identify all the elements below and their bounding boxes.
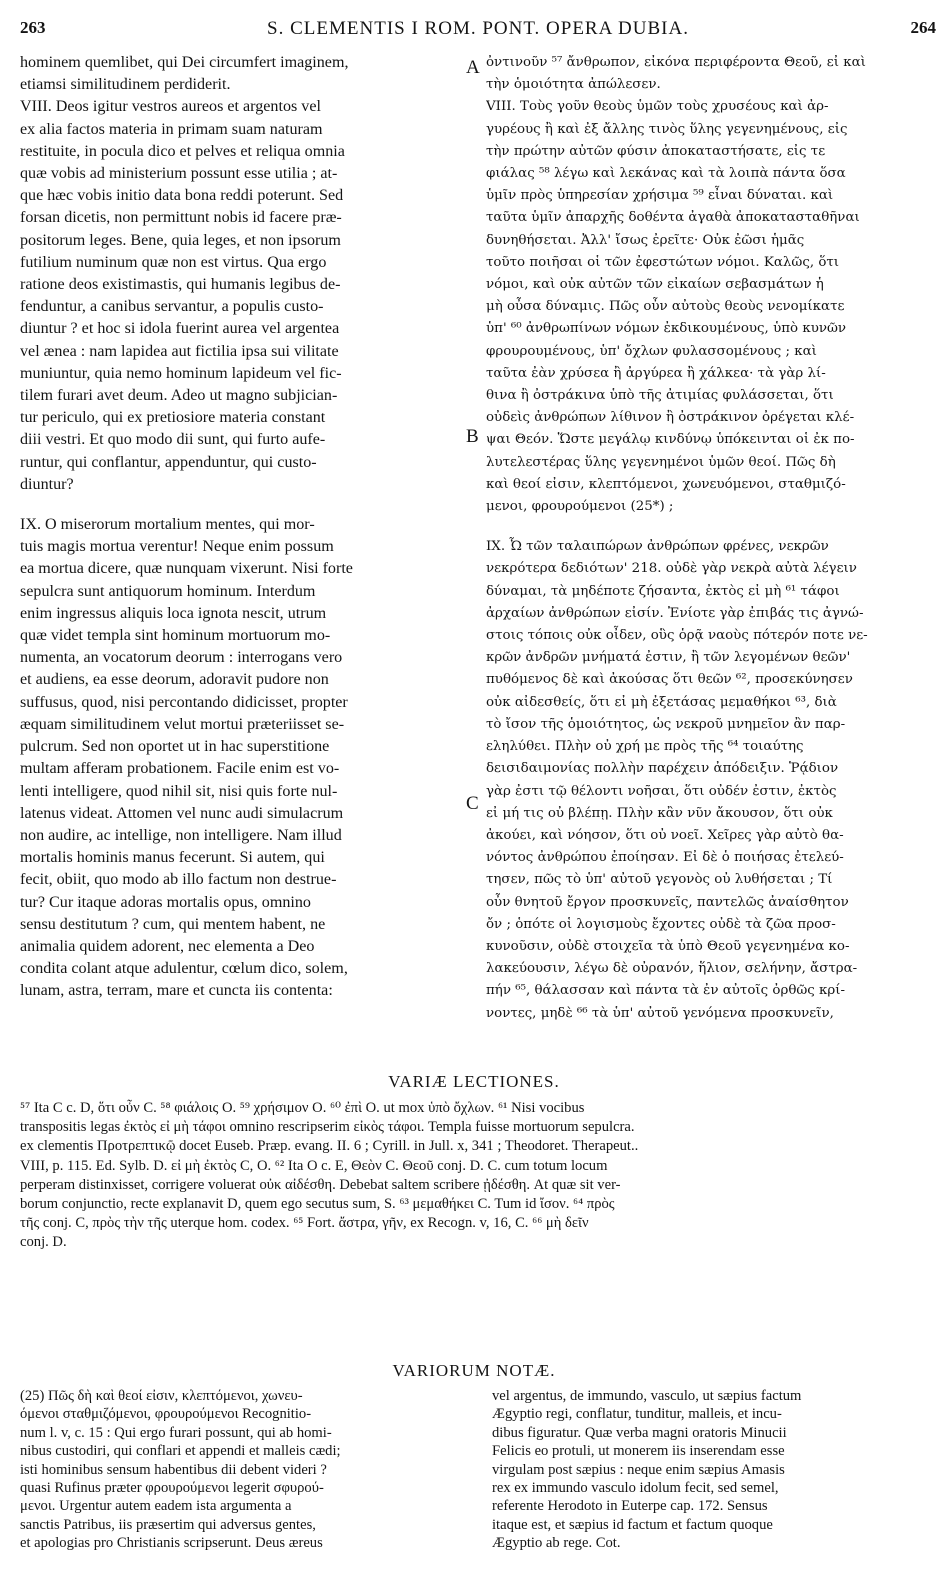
text-line: φρουρουμένους, ὑπ' ὄχλων φυλασσομένους ; καὶ (486, 343, 817, 359)
note-line: Ægyptio ab rege. Cot. (492, 1535, 621, 1552)
section-gap (486, 518, 934, 536)
text-line: enim ingressus aliquis loca ignota nescit, utrum (20, 604, 327, 622)
text-line: non audire, ac intellige, non intelligere. Nam illud (20, 826, 342, 844)
text-line: sepulcra sunt antiquorum hominum. Interdum (20, 582, 316, 600)
latin-column (20, 52, 462, 1003)
margin-marker-a: A (466, 57, 480, 78)
text-line: ταῦτα ὑμῖν ἀπαρχῆς δοθέντα ἀγαθὰ ἀποκατασταθῆναι (486, 210, 860, 226)
text-line: ὄν ; ὁπότε οἱ λογισμοὺς ἔχοντες οὐδὲ τὰ ζῶα προσ- (486, 916, 836, 932)
note-line: virgulam post sæpius : neque enim sæpius Amasis (492, 1461, 785, 1478)
text-line: quæ videt templa sint hominum mortuorum mo- (20, 627, 331, 645)
text-line: πήν ⁶⁵, θάλασσαν καὶ πάντα τὰ ἐν αὐτοῖς ὀρθῶς κρί- (486, 983, 846, 999)
text-line: mortalis hominis manus fecerunt. Si autem, qui (20, 849, 325, 867)
text-line: ex alia factos materia in primam suam naturam (20, 120, 323, 138)
text-line: lunam, astra, terram, mare et cuncta iis contenta: (20, 982, 333, 1000)
text-line: lenti intelligere, quod nihil sit, nisi quis forte nul- (20, 782, 338, 800)
text-line: animalia quidem adorent, nec elementa a Deo (20, 937, 315, 955)
text-line: τὸ ἴσον τῆς ὁμοιότητος, ὡς νεκροῦ μνημεῖον ἂν παρ- (486, 716, 846, 732)
text-line: ὀντινοῦν ⁵⁷ ἄνθρωπον, εἰκόνα περιφέροντα Θεοῦ, εἰ καὶ (486, 55, 866, 70)
text-line: οὐκ αἰδεσθείς, ὅτι εἰ μὴ ἐξετάσας μεμαθήκοι ⁶³, διὰ (486, 694, 837, 710)
text-line: γὰρ ἐστι τῷ θέλοντι νοῆσαι, ὅτι οὐδέν ἐστιν, ἐκτὸς (486, 783, 837, 799)
note-line: nibus custodiri, qui conflari et appendi et malleis cædi; (20, 1443, 341, 1460)
note-line: quasi Rufinus præter φρουρούμενοι legerit σφυρού- (20, 1480, 324, 1497)
margin-marker-c: C (466, 793, 479, 814)
text-line: æquam similitudinem velut mortui præteriisset se- (20, 715, 345, 733)
text-line: μὴ οὖσα δύναμις. Πῶς οὖν αὐτοὺς θεοὺς νενομίκατε (486, 299, 845, 315)
text-line: etiamsi similitudinem perdiderit. (20, 76, 231, 94)
text-line: tur? Cur itaque adoras mortalis opus, omnino (20, 893, 311, 911)
text-line: diii vestri. Et quo modo dii sunt, qui furto aufe- (20, 431, 326, 449)
right-page-number: 264 (910, 18, 936, 37)
text-line: IX. Ὦ τῶν ταλαιπώρων ἀνθρώπων φρένες, νεκρῶν (486, 539, 829, 555)
text-line: diuntur? (20, 475, 74, 493)
note-line: Ægyptio regi, conflatur, tunditur, malleis, et incu- (492, 1406, 782, 1423)
note-line: μενοι. Urgentur autem eadem ista argumenta a (20, 1498, 292, 1515)
text-line: ὑπ' ⁶⁰ ἀνθρωπίνων νόμων ἐκδικουμένους, ὑπὸ κυνῶν (486, 321, 847, 337)
text-line: quæ vobis ad ministerium possunt esse utilia ; at- (20, 165, 338, 183)
text-line: futilium numinum quæ non est virtus. Qua ergo (20, 253, 327, 271)
text-line: positorum leges. Bene, quia leges, et non ipsorum (20, 231, 341, 249)
text-line: multam afferam probationem. Facile enim est vo- (20, 760, 340, 778)
note-line: όμενοι σταθμιζόμενοι, φρουρούμενοι Recognitio- (20, 1406, 312, 1423)
text-line: vel ænea : nam lapidea aut fictilia ipsa sui vilitate (20, 342, 339, 360)
text-line: muniuntur, quia nemo hominum lapideum vel fic- (20, 364, 342, 382)
greek-block-ix (486, 536, 934, 1024)
text-line: numenta, an vocatorum deorum : interrogans vero (20, 649, 343, 667)
text-line: στοις τόποις οὐκ οἶδεν, οὓς ὁρᾷ ναοὺς πότερόν ποτε νε- (486, 628, 868, 644)
running-header (20, 18, 936, 44)
text-line: VIII. Τοὺς γοῦν θεοὺς ὑμῶν τοὺς χρυσέους καὶ ἀρ- (486, 99, 829, 115)
text-line: κυνοῦσιν, οὐδὲ στοιχεῖα τὰ ὑπὸ Θεοῦ γεγενημένα κο- (486, 938, 850, 954)
variae-lectiones-title: VARIÆ LECTIONES. (388, 1072, 560, 1091)
variant-line: perperam distinxisset, corrigere voluerat οὐκ αἰδέσθη. Debebat saltem scribere ᾐδέσθη. At quæ sit ver- (20, 1176, 621, 1193)
variant-line: ex clementis Προτρεπτικῷ docet Euseb. Præp. evang. II. 6 ; Cyrill. in Jull. x, 341 ; Theodoret. Therapeut.. (20, 1138, 639, 1155)
text-line: δεισιδαιμονίας πολλὴν παρέχειν ἀπόδειξιν. Ῥᾴδιον (486, 761, 839, 777)
text-line: runtur, qui conflantur, appenduntur, qui custo- (20, 453, 317, 471)
text-line: νεκρότερα δεδιότων' 218. οὐδὲ γὰρ νεκρὰ αὐτὰ λέγειν (486, 561, 857, 577)
text-line: fenduntur, a canibus servantur, a populis custo- (20, 298, 324, 316)
text-line: et audiens, ea esse deorum, adoravit pudore non (20, 671, 329, 689)
text-line: θινα ἢ ὀστράκινα ὑπὸ τῆς ἀτιμίας φυλάσσεται, ὅτι (486, 388, 834, 404)
variant-line: borum conjunctio, recte explanavit D, quem ego secutus sum, S. ⁶³ μεμαθήκει C. Tum id ἴσον. ⁶⁴ πρὸς (20, 1196, 615, 1213)
text-line: εἰ μή τις οὐ βλέπῃ. Πλὴν κἂν νῦν ἄκουσον, ὅτι οὐκ (486, 805, 833, 821)
text-line: ratione deos existimastis, qui humanis legibus de- (20, 276, 341, 294)
note-line: num l. v, c. 15 : Qui ergo furari possunt, qui ab homi- (20, 1424, 332, 1441)
variant-line: conj. D. (20, 1234, 67, 1251)
text-line: λυτελεστέρας ὕλης γεγενημένοι ὑμῶν θεοί. Πῶς δὴ (486, 454, 836, 470)
notae-right-column (492, 1387, 934, 1553)
text-line: forsan dicetis, non permittunt nobis id facere præ- (20, 209, 342, 227)
notae-left-column (20, 1387, 478, 1553)
note-line: referente Herodoto in Euterpe cap. 172. Sensus (492, 1498, 768, 1515)
text-line: λακεύουσιν, λέγω δὲ οὐρανόν, ἥλιον, σελήνην, ἄστρα- (486, 961, 858, 977)
latin-block-ix (20, 514, 462, 1002)
variant-line: VIII, p. 115. Ed. Sylb. D. εἰ μὴ ἐκτὸς C, O. ⁶² Ita O c. E, Θεὸν C. Θεοῦ conj. D. C. cum totum locum (20, 1157, 608, 1174)
text-line: τησεν, πῶς τὸ ὑπ' αὐτοῦ γεγονὸς οὐ λυθήσεται ; Τί (486, 872, 833, 888)
greek-block-viii (486, 52, 934, 518)
text-line: latenus videat. Attomen vel nunc audi simulacrum (20, 804, 344, 822)
margin-marker-b: B (466, 426, 479, 447)
text-line: νοντες, μηδὲ ⁶⁶ τὰ ὑπ' αὐτοῦ γενόμενα προσκυνεῖν, (486, 1005, 834, 1021)
text-line: ταῦτα ἐὰν χρύσεα ἢ ἀργύρεα ἢ χάλκεα· τὰ γὰρ λί- (486, 365, 826, 381)
variae-lectiones-text (20, 1099, 934, 1253)
variant-line: τῆς conj. C, πρὸς τὴν τῆς uterque hom. codex. ⁶⁵ Fort. ἄστρα, γῆν, ex Recogn. v, 16, C. ⁶⁶ μὴ δεῖν (20, 1215, 589, 1232)
text-line: μενοι, φρουρούμενοι (25*) ; (486, 499, 674, 515)
text-line: fecit, obiit, quo modo ab illo factum non destrue- (20, 871, 337, 889)
note-line: (25) Πῶς δὴ καὶ θεοί εἰσιν, κλεπτόμενοι, χωνευ- (20, 1388, 303, 1404)
latin-block-viii (20, 52, 462, 496)
text-line: hominem quemlibet, qui Dei circumfert imaginem, (20, 54, 349, 71)
text-line: pulcrum. Sed non oportet ut in hac superstitione (20, 738, 330, 756)
text-line: condita colant atque adulentur, cœlum dico, solem, (20, 960, 348, 978)
text-line: ea mortua dicere, quæ nunquam vixerunt. Nisi forte (20, 560, 353, 578)
section-gap (20, 496, 462, 514)
text-line: καὶ θεοί εἰσιν, κλεπτόμενοι, χωνευόμενοι, σταθμιζό- (486, 476, 846, 492)
text-line: νόμοι, καὶ οὐκ αὐτῶν τῶν εἰκαίων σεβασμάτων ἡ (486, 277, 824, 293)
note-line: sanctis Patribus, iis præsertim qui adversus gentes, (20, 1516, 316, 1533)
text-line: εληλύθει. Πλὴν οὐ χρή με πρὸς τῆς ⁶⁴ τοιαύτης (486, 739, 804, 755)
note-line: itaque est, et sæpius id factum et factum quoque (492, 1516, 773, 1533)
note-line: isti hominibus sensum habentibus dii debent videri ? (20, 1461, 327, 1478)
text-line: ψαι Θεόν. Ὥστε μεγάλῳ κινδύνῳ ὑπόκεινται οἱ ἐκ πο- (486, 432, 855, 448)
text-line: tur periculo, qui ex pretiosiore materia constant (20, 409, 326, 427)
note-line: rex ex immundo vasculo idolum fecit, sed semel, (492, 1480, 779, 1497)
text-line: νόντος ἀνθρώπου ἐποίησαν. Εἰ δὲ ὁ ποιήσας ἐτελεύ- (486, 850, 844, 866)
note-line: et apologias pro Christianis scripserunt. Deus æreus (20, 1535, 323, 1552)
text-line: κρῶν ἀνδρῶν μνήματά ἐστιν, ἢ τῶν λεγομένων θεῶν' (486, 650, 851, 666)
greek-column (486, 52, 934, 1025)
note-line: Felicis eo protuli, ut monerem iis inserendam esse (492, 1443, 785, 1460)
text-line: que hæc vobis initio data bona reddi poterunt. Sed (20, 187, 344, 205)
text-line: VIII. Deos igitur vestros aureos et argentos vel (20, 98, 321, 116)
variant-line: ⁵⁷ Ita C c. D, ὅτι οὖν C. ⁵⁸ φιάλοις O. ⁵⁹ χρήσιμον O. ⁶⁰ ἐπὶ O. ut mox ὑπὸ ὄχλων. ⁶¹ Nisi vocibus (20, 1100, 585, 1116)
text-line: ἀκούει, καὶ νόησον, ὅτι οὐ νοεῖ. Χεῖρες γὰρ αὐτὸ θα- (486, 827, 844, 843)
text-line: οὐδεὶς ἀνθρώπων λίθινον ἢ ὀστράκινον ὀρέγεται κλέ- (486, 410, 855, 426)
variorum-notae-title: VARIORUM NOTÆ. (392, 1361, 556, 1380)
text-line: tuis magis mortua verentur! Neque enim possum (20, 538, 334, 556)
text-line: γυρέους ἢ καὶ ἐξ ἄλλης τινὸς ὕλης γεγενημένους, εἰς (486, 121, 848, 137)
text-line: IX. O miserorum mortalium mentes, qui mor- (20, 516, 315, 534)
running-head-title: S. CLEMENTIS I ROM. PONT. OPERA DUBIA. (267, 18, 689, 39)
text-line: δύναμαι, τὰ μηδέποτε ζήσαντα, ἐκτὸς εἰ μὴ ⁶¹ τάφοι (486, 583, 840, 599)
note-line: dibus figuratur. Quæ verba magni oratoris Minucii (492, 1424, 787, 1441)
text-line: tilem furari avet deum. Adeo ut magno subjician- (20, 387, 338, 405)
text-line: τὴν ὁμοιότητα ἀπώλεσεν. (486, 77, 661, 93)
left-page-number: 263 (20, 18, 46, 37)
variant-line: transpositis legas ἐκτὸς εἰ μὴ τάφοι omnino rescripserim εἰκὸς τάφοι. Templa fuisse mortuorum sepulcra. (20, 1119, 635, 1136)
text-line: ἀρχαίων ἀνθρώπων εἰσίν. Ἐνίοτε γὰρ ἐπιβάς τις ἀγνώ- (486, 605, 864, 621)
text-line: φιάλας ⁵⁸ λέγω καὶ λεκάνας καὶ τὰ λοιπὰ πάντα ὅσα (486, 166, 846, 182)
text-line: τὴν πρώτην αὐτῶν φύσιν ἀποκαταστήσατε, εἰς τε (486, 143, 826, 159)
text-line: diuntur ? et hoc si idola fuerint aurea vel argentea (20, 320, 340, 338)
text-line: restituite, in pocula dico et pelves et reliqua omnia (20, 142, 345, 160)
text-line: τοῦτο ποιῆσαι οἱ τῶν ἐφεστώτων νόμοι. Καλῶς, ὅτι (486, 254, 840, 270)
text-line: δυνηθήσεται. Ἀλλ' ἴσως ἐρεῖτε· Οὐκ ἐῶσι ἡμᾶς (486, 232, 805, 248)
text-line: suffusus, quod, nisi percontando didicisset, propter (20, 693, 348, 711)
text-line: οὖν θνητοῦ ἔργον προσκυνεῖς, παντελῶς ἀναίσθητον (486, 894, 849, 910)
text-line: sensu destitutum ? cum, qui mentem habent, ne (20, 915, 326, 933)
text-line: ὑμῖν πρὸς ὑπηρεσίαν χρήσιμα ⁵⁹ εἶναι δύναται. καὶ (486, 188, 834, 204)
note-line: vel argentus, de immundo, vasculo, ut sæpius factum (492, 1388, 802, 1404)
text-line: πυθόμενος δὲ καὶ ἀκούσας ὅτι θεῶν ⁶², προσεκύνησεν (486, 672, 853, 688)
